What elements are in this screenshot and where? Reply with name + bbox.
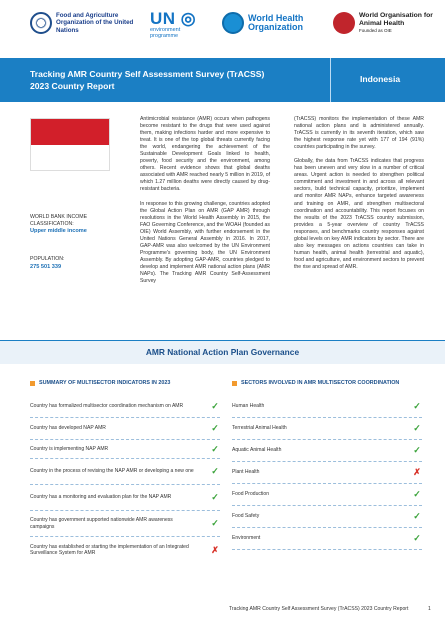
indicator-text: Country has developed NAP AMR — [30, 425, 106, 432]
check-icon: ✓ — [413, 423, 421, 433]
who-logo — [222, 12, 314, 34]
table-row — [232, 418, 422, 440]
indicator-text: Country has formalized multisector coordination mechanism on AMR — [30, 403, 184, 410]
indicator-text: Country is implementing NAP AMR — [30, 445, 109, 452]
who-name: World Health Organization — [248, 12, 304, 32]
table-row — [232, 506, 422, 528]
sector-text: Food Safety — [232, 513, 260, 520]
income-classification — [30, 214, 87, 235]
page-number: 1 — [428, 606, 431, 612]
orange-square-icon — [30, 381, 35, 386]
table-row — [30, 418, 220, 440]
income-label-1: WORLD BANK INCOME — [30, 214, 88, 220]
check-icon: ✓ — [413, 511, 421, 521]
flag-red-stripe — [31, 119, 109, 145]
check-icon: ✓ — [211, 492, 219, 502]
fao-name: Food and Agriculture Organization of the United Nations — [56, 12, 134, 34]
title-banner — [0, 58, 445, 102]
footer-text: Tracking AMR Country Self Assessment Survey (TrACSS) 2023 Country Report — [229, 606, 409, 612]
cross-icon: ✗ — [211, 544, 219, 555]
population-info — [30, 256, 65, 270]
sector-text: Food Production — [232, 491, 270, 498]
woah-name — [359, 12, 441, 35]
intro-column-1 — [140, 116, 270, 292]
income-value: Upper middle income — [30, 228, 87, 234]
check-icon: ✓ — [211, 443, 219, 454]
woah-title: World Organisation for Animal Health — [359, 12, 433, 27]
check-icon: ✓ — [211, 518, 219, 528]
logo-bar — [0, 0, 445, 52]
fao-emblem-icon — [30, 12, 52, 34]
sector-text: Aquatic Animal Health — [232, 447, 282, 454]
income-label-2: CLASSIFICATION: — [30, 220, 74, 227]
check-icon: ✓ — [413, 401, 421, 411]
table-row — [30, 485, 220, 511]
unep-logo — [150, 10, 196, 39]
check-icon: ✓ — [211, 423, 219, 433]
check-icon: ✓ — [211, 466, 219, 476]
indicators-table — [30, 378, 220, 563]
intro-paragraph-1: Antimicrobial resistance (AMR) occurs when pathogens become resistant to the drugs that were used against them, making infections harder and more expensive to treat. It is one of the top global threats currently facing the world, endangering the achievement of the Sustainable Development Goals linked to health, poverty, food security and the environment, among others. Recent evidence shows that global deaths associated with AMR reached nearly 5 million in 2019, of which 1.27 million deaths were directly caused by drug-resistant bacteria. — [140, 116, 270, 193]
woah-logo — [333, 12, 441, 35]
check-icon: ✓ — [413, 533, 421, 543]
unep-name: environment programme — [150, 27, 181, 39]
unep-mark: UN ◎ — [150, 9, 197, 28]
indicator-text: Country in the process of revising the NAP AMR or developing a new one — [30, 468, 194, 475]
table-row — [232, 528, 422, 550]
report-title-line2: 2023 Country Report — [30, 81, 115, 91]
population-label: POPULATION: — [30, 256, 65, 262]
indicators-heading-text: SUMMARY OF MULTISECTOR INDICATORS IN 2023 — [39, 380, 171, 386]
who-emblem-icon — [222, 12, 244, 34]
country-name: Indonesia — [360, 74, 401, 84]
indicators-heading — [30, 378, 220, 388]
sectors-heading — [232, 378, 422, 388]
section-header — [0, 340, 445, 364]
check-icon: ✓ — [413, 489, 421, 499]
table-row — [30, 396, 220, 418]
table-row — [232, 484, 422, 506]
sectors-heading-text: SECTORS INVOLVED IN AMR MULTISECTOR COORDINATION — [241, 380, 400, 386]
sectors-table — [232, 378, 422, 550]
woah-founded: Founded as OIE — [359, 28, 392, 34]
banner-divider — [330, 58, 331, 102]
indicator-text: Country has government supported nationwide AMR awareness campaigns — [30, 517, 173, 530]
table-row — [232, 440, 422, 462]
table-row — [232, 396, 422, 418]
table-row — [30, 459, 220, 485]
report-title-line1: Tracking AMR Country Self Assessment Survey (TrACSS) — [30, 69, 265, 79]
indicator-text: Country has a monitoring and evaluation plan for the NAP AMR — [30, 494, 172, 501]
table-row — [30, 440, 220, 459]
check-icon: ✓ — [413, 445, 421, 455]
report-title — [30, 68, 264, 92]
intro-paragraph-2: In response to this growing challenge, countries adopted the Global Action Plan on AMR (GAP AMR) through resolutions in the World Health Assembly in 2015, the FAO Governing Conference, and the WOAH (founded as OIE) World Assembly, with further endorsement in the United Nations General Assembly in 2016. In 2017, GAP-AMR was also welcomed by the UN Environment Programme's governing body, the UN Environment Assembly. By adopting GAP-AMR, countries pledged to develop and implement AMR national action plans (AMR NAPs). The Tracking AMR Country Self-Assessment Survey — [140, 200, 270, 285]
woah-emblem-icon — [333, 12, 355, 34]
section-title: AMR National Action Plan Governance — [145, 347, 300, 357]
cross-icon: ✗ — [413, 467, 421, 477]
sector-text: Terrestrial Animal Health — [232, 425, 287, 432]
table-row — [30, 537, 220, 563]
indicator-text: Country has established or starting the implementation of an Integrated Surveillance System for AMR — [30, 543, 189, 556]
intro-column-2 — [294, 116, 424, 278]
orange-square-icon — [232, 381, 237, 386]
sector-text: Environment — [232, 535, 261, 542]
sector-text: Plant Health — [232, 469, 260, 476]
table-row — [30, 511, 220, 537]
fao-logo — [30, 12, 134, 34]
sector-text: Human Health — [232, 403, 265, 410]
table-row — [232, 462, 422, 484]
population-value: 275 501 339 — [30, 263, 62, 270]
flag-white-stripe — [31, 145, 109, 171]
check-icon: ✓ — [211, 401, 219, 411]
intro-paragraph-3: (TrACSS) monitors the implementation of these AMR national action plans and is administered annually. TrACSS is currently in its seventh iteration, which saw the highest response rate yet with 177 of 194 (91%) countries participating in the survey. — [294, 116, 424, 151]
indonesia-flag-icon — [30, 118, 110, 171]
intro-paragraph-4: Globally, the data from TrACSS indicates that progress has been uneven and very slow in a number of critical areas. Urgent action is needed to strengthen political commitment and investment in and across all relevant sectors, build technical capacity, prioritize, implement and monitor AMR NAPs, enhance targeted awareness and training on AMR, and strengthen multisectoral coordination and accountability. This report focuses on the results of the 2023 TrACSS country submission, provides a 5-year overview of country TrACSS responses, and benchmarks country responses against global levels on key AMR indicators by sector. There are also key messages on actions countries can take in human health, animal health (terrestrial and aquatic), food and agriculture, and environment sectors to prevent the rise and spread of AMR. — [294, 158, 424, 270]
